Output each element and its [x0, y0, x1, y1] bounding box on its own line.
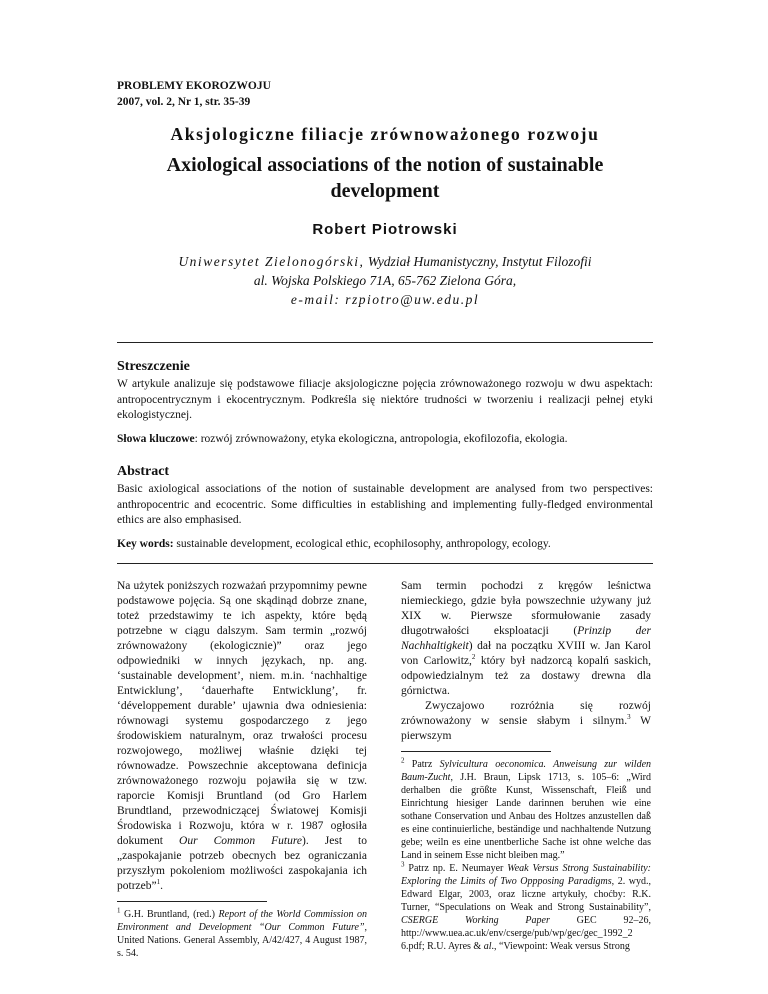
streszczenie-heading: Streszczenie: [117, 359, 190, 374]
abstract-text: Basic axiological associations of the notion of sustainable development are analysed from two perspectives: anthropocentric and ecocentric. Some difficulties in establishing and implementing fully-fledged environmental ethics are also emphasised.: [117, 483, 653, 526]
slowa-kluczowe-list: : rozwój zrównoważony, etyka ekologiczna, antropologia, ekofilozofia, ekologia.: [194, 433, 568, 445]
slowa-kluczowe-label: Słowa kluczowe: [117, 433, 195, 445]
journal-issue: 2007, vol. 2, Nr 1, str. 35-39: [117, 96, 251, 108]
abstract-heading: Abstract: [117, 464, 170, 479]
title-polish: Aksjologiczne filiacje zrównoważonego rozwoju: [170, 124, 600, 144]
streszczenie-text: W artykule analizuje się podstawowe filiacje aksjologiczne pojęcia zrównoważonego rozwoju w dwu aspektach: antropocentrycznym i ekocentrycznym. Podkreśla się niektóre trudności w tworzeniu i realizacji pełnej etyki ekologistycznej.: [117, 378, 653, 421]
footnote-divider: [401, 751, 551, 752]
footnote-ref: 3: [627, 713, 631, 722]
body-paragraph: Zwyczajowo rozróżnia się rozwój zrównoważony w sensie słabym i silnym.$^3$ W pierwszym: [401, 700, 651, 742]
affiliation-university: Uniwersytet Zielonogórski,: [178, 254, 365, 269]
title-english: Axiological associations of the notion of sustainable development: [166, 154, 604, 202]
divider-top: [117, 342, 653, 343]
footnote: $^2$ Patrz Sylvicultura oeconomica. Anweisung zur wilden Baum-Zucht, J.H. Braun, Lipsk 1713, s. 105–6: „Wird derhalben die größte Kunst, Wissenschaft, Fleiß und Einrichtung hiesiger Lande darinnen beruhen wie eine sothane Conservation und Anbau des Holtzes anzustellen daß es eine continuierliche, beständige und nachhaltende Nutzung gebe; weiln es eine unentberliche Sache ist ohne welche das Land in seinem Esse nicht bleiben mag.”: [401, 756, 652, 861]
footnote: $^3$ Patrz np. E. Neumayer Weak Versus Strong Sustainability: Exploring the Limits of Two Oppposing Paradigms, 2. wyd., Edward Elgar, 2003, oraz liczne artykuły, choćby: R.K. Turner, “Speculations on Weak and Strong Sustainability”, CSERGE Working Paper GEC 92–26, http://www.uea.ac.uk/env/cserge/pub/wp/gec/gec_1992_2 6.pdf; R.U. Ayres & al., “Viewpoint: Weak versus Strong: [401, 860, 651, 952]
footnote-ref: 2: [471, 653, 476, 662]
affiliation-email: e-mail: rzpiotro@uw.edu.pl: [290, 292, 480, 307]
body-paragraph: Na użytek poniższych rozważań przypomnimy pewne podstawowe pojęcia. Są one skądinąd dobrze znane, toteż przedstawimy te ich aspekty, które będą potrzebne w ciągu dalszym. Sam termin „rozwój zrównoważony (ekologicznie)” oraz jego odpowiedniki w innych językach, np. ang. ‘sustainable development’, niem. m.in. ‘nachhaltige Entwicklung’, ‘dauerhafte Entwicklung’, fr. ‘développement durable’ ujawnia dwa odniesienia: równowagi systemu gospodarczego z jego środowiskiem naturalnym, oraz trwałości procesu rozwojowego, możliwej właśnie dzięki tej równowadze. Powszechnie akceptowana definicja zrównoważonego rozwoju pojawiła się w tzw. raporcie Komisji Bruntland (od Gro Harlem Brundtland, przewodniczącej Światowej Komisji Środowiska i Rozwoju, która w r. 1987 ogłosiła dokument Our Common Future). Jest to „zaspokajanie potrzeb obecnych bez ograniczania przyszłym pokoleniom możliwości zaspokajania ich potrzeb”$^1$.: [117, 580, 367, 892]
key-words-list: sustainable development, ecological ethic, ecophilosophy, anthropology, ecology.: [173, 538, 551, 550]
body-column-right: [401, 579, 651, 953]
affiliation-address: al. Wojska Polskiego 71A, 65-762 Zielona Góra,: [253, 273, 517, 288]
journal-header: [117, 78, 271, 110]
italic-title: Our Common Future: [179, 835, 303, 847]
key-words-label: Key words:: [117, 538, 174, 550]
body-paragraph: Sam termin pochodzi z kręgów leśnictwa niemieckiego, gdzie była powszechnie używany już XIX w. Pierwsze sformułowanie zasady długotrwałości eksploatacji (Prinzip der Nachhaltigkeit) dał na początku XVIII w. Jan Karol von Carlowitz,$^2$ który był nadzorcą kopalń saskich, odpowiedzialnym też za dostawy drewna dla górnictwa.: [401, 580, 651, 697]
affiliation-line1: [117, 252, 653, 271]
footnote-divider: [117, 901, 267, 902]
author-name: Robert Piotrowski: [312, 221, 458, 238]
journal-name: PROBLEMY EKOROZWOJU: [117, 80, 271, 92]
author-affiliation: [117, 252, 653, 309]
footnote: $^1$ G.H. Bruntland, (red.) Report of the World Commission on Environment and Development “Our Common Future”, United Nations. General Assembly, A/42/427, 4 August 1987, s. 54.: [117, 906, 368, 959]
footnote-ref: 1: [156, 878, 161, 887]
affiliation-faculty: Wydział Humanistyczny, Instytut Filozofii: [367, 254, 592, 269]
slowa-kluczowe: [117, 432, 653, 447]
divider-bottom: [117, 563, 653, 564]
body-column-left: [117, 579, 367, 960]
key-words: [117, 537, 653, 552]
